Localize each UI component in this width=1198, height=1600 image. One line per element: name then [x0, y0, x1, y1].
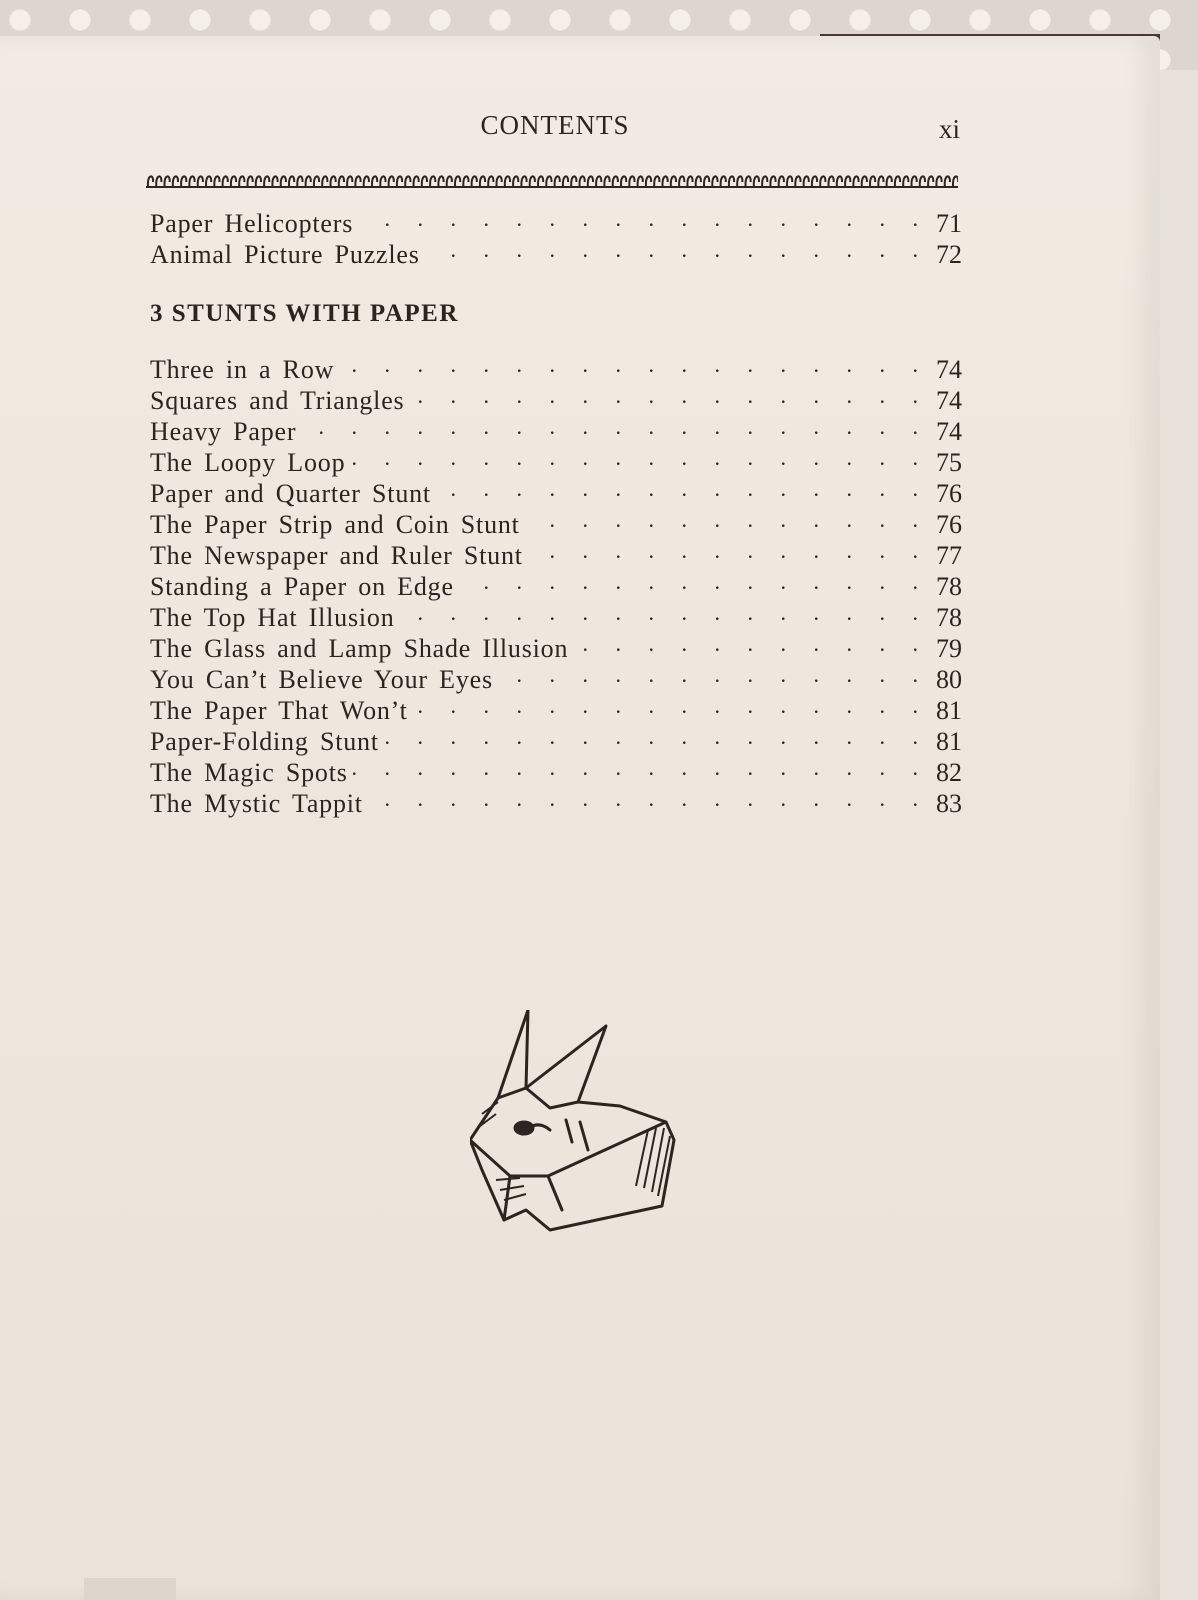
dot-leader: [527, 538, 918, 564]
dot-leader: [399, 600, 918, 626]
toc-entry-title: Animal Picture Puzzles: [150, 240, 420, 269]
toc-entry-title: Paper and Quarter Stunt: [150, 479, 431, 508]
toc-entry-page: 78: [936, 572, 962, 601]
toc-entry-title: You Can’t Believe Your Eyes: [150, 665, 493, 694]
dot-leader: [435, 476, 918, 502]
toc-entry-title: Three in a Row: [150, 355, 335, 384]
dot-leader: [367, 786, 918, 812]
toc-entry-title: The Paper That Won’t: [150, 696, 408, 725]
toc-entry-title: The Newspaper and Ruler Stunt: [150, 541, 523, 570]
toc-entry-title: The Paper Strip and Coin Stunt: [150, 510, 520, 539]
toc-entry-page: 78: [936, 603, 962, 632]
dot-leader: [424, 237, 918, 263]
toc-entry: [150, 693, 962, 724]
toc-entry-title: Heavy Paper: [150, 417, 297, 446]
toc-entry: [150, 538, 962, 569]
dot-leader: [300, 414, 918, 440]
toc-entry: [150, 445, 962, 476]
toc-entry-page: 76: [936, 510, 962, 539]
dot-leader: [357, 206, 918, 232]
dot-leader: [524, 507, 918, 533]
dot-leader: [572, 631, 918, 657]
dot-leader: [349, 445, 918, 471]
toc-entry-page: 75: [936, 448, 962, 477]
toc-entry-title: The Magic Spots: [150, 758, 348, 787]
toc-entry-title: Standing a Paper on Edge: [150, 572, 454, 601]
toc-entry-title: Paper-Folding Stunt: [150, 727, 379, 756]
toc-entry-title: Squares and Triangles: [150, 386, 405, 415]
toc-entry: [150, 414, 962, 445]
toc-entry-page: 74: [936, 355, 962, 384]
page-header: [150, 110, 960, 150]
toc-entry: [150, 724, 962, 755]
toc-entry-page: 71: [936, 209, 962, 238]
dot-leader: [408, 383, 918, 409]
toc-entry-page: 77: [936, 541, 962, 570]
toc-entry-title: Paper Helicopters: [150, 209, 354, 238]
toc-entry-title: The Glass and Lamp Shade Illusion: [150, 634, 569, 663]
toc-entry-page: 82: [936, 758, 962, 787]
toc-entry-page: 79: [936, 634, 962, 663]
toc-entry: [150, 755, 962, 786]
toc-entry: [150, 662, 962, 693]
toc-section-list: [150, 352, 962, 817]
dot-leader: [352, 755, 918, 781]
toc-entry-page: 81: [936, 696, 962, 725]
dot-leader: [338, 352, 918, 378]
toc-entry: [150, 569, 962, 600]
toc-entry: [150, 383, 962, 414]
page-stain: [84, 1578, 176, 1600]
dot-leader: [383, 724, 918, 750]
toc-entry-page: 74: [936, 386, 962, 415]
page-folio: xi: [938, 114, 960, 144]
toc-entry: [150, 352, 962, 383]
toc-entry-page: 83: [936, 789, 962, 818]
dot-leader: [458, 569, 918, 595]
toc-entry-title: The Loopy Loop: [150, 448, 346, 477]
toc-entry-page: 80: [936, 665, 962, 694]
toc-entry-page: 81: [936, 727, 962, 756]
toc-entry-page: 76: [936, 479, 962, 508]
toc-entry: [150, 206, 962, 237]
toc-entry: [150, 631, 962, 662]
toc-entry-title: The Mystic Tappit: [150, 789, 363, 818]
toc-entry: [150, 237, 962, 268]
dot-leader: [497, 662, 918, 688]
toc-entry-page: 74: [936, 417, 962, 446]
toc-entry: [150, 786, 962, 817]
toc-entry: [150, 507, 962, 538]
toc-top-list: [150, 206, 962, 268]
origami-rabbit-icon: [470, 1010, 690, 1260]
toc-entry-page: 72: [936, 240, 962, 269]
toc-entry: [150, 600, 962, 631]
dot-leader: [412, 693, 918, 719]
ornament-rule: [146, 172, 958, 190]
toc-entry: [150, 476, 962, 507]
page-title: CONTENTS: [480, 110, 630, 140]
section-heading: 3 STUNTS WITH PAPER: [150, 300, 459, 327]
toc-entry-title: The Top Hat Illusion: [150, 603, 395, 632]
